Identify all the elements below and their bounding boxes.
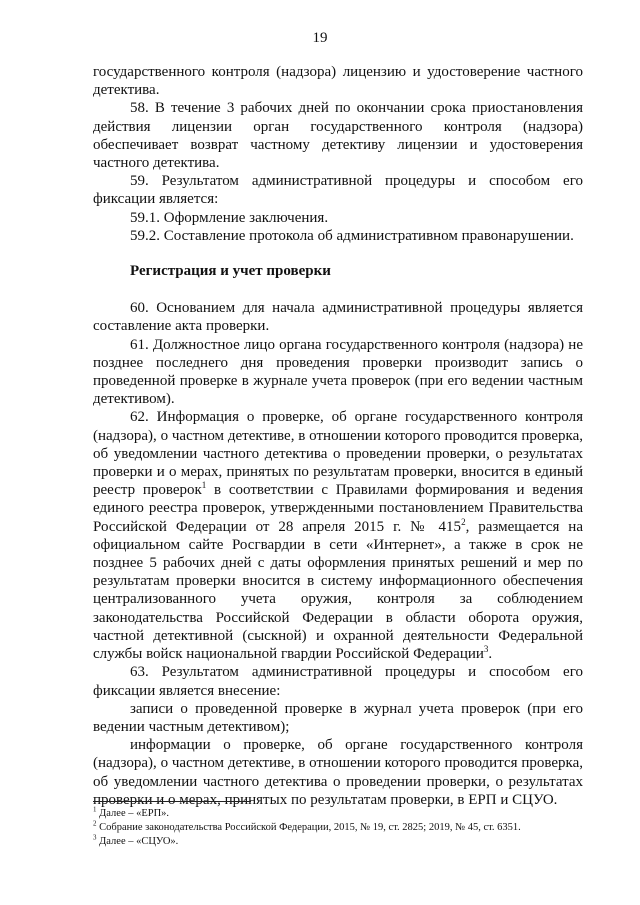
- footnote-ref-3: 3: [483, 644, 489, 655]
- footnote-mark: 3: [93, 833, 97, 842]
- footnote-ref-1: 1: [201, 480, 207, 491]
- footnote-text: Далее – «ЕРП».: [96, 808, 170, 819]
- paragraph-59-1: 59.1. Оформление заключения.: [130, 209, 329, 226]
- paragraph-59-2: 59.2. Составление протокола об административном правонарушении.: [130, 227, 574, 244]
- paragraph-62-part-b: в соответствии с Правилами формирования и ведения единого реестра проверок, утвержденными постановлением Правительства Российской Федерации от 28 апреля 2015 г. № 415: [93, 482, 583, 535]
- paragraph-62-part-c: , размещается на официальном сайте Росгвардии в сети «Интернет», а также в срок не позднее 5 рабочих дней с даты оформления принятых решений и мер по результатам проверки вносится в систему информационного обеспечения централизованного учета оружия, контроля за соблюдением законодательства Российской Федерации в области оборота оружия, частной детективной (сыскной) и охранной деятельности Федеральной службы войск национальной гвардии Российской Федерации: [93, 518, 583, 663]
- paragraph-60: 60. Основанием для начала административной процедуры является составление акта проверки.: [93, 300, 583, 335]
- paragraph-62-part-a: 62. Информация о проверке, об органе государственного контроля (надзора), о частном детективе, в отношении которого проводится проверка, об уведомлении частного детектива о проведении проверки, о результатах проверки и о мерах, принятых по результатам проверки, вносится в единый реестр проверок: [93, 409, 583, 499]
- footnote-1: [93, 807, 593, 821]
- footnote-text: Далее – «СЦУО».: [96, 836, 179, 847]
- paragraph-62: [93, 408, 583, 663]
- footnotes: [93, 807, 593, 849]
- paragraph-58: 58. В течение 3 рабочих дней по окончании срока приостановления действия лицензии орган государственного контроля (надзора) обеспечивает возврат частному детективу лицензии и удостоверения частного детектива.: [93, 100, 583, 172]
- paragraph-63-item-b: информации о проверке, об органе государственного контроля (надзора), о частном детективе, в отношении которого проводится проверка, об уведомлении частного детектива о проведении проверки, о результатах проверки и о мерах, принятых по результатам проверки, в ЕРП и СЦУО.: [93, 737, 583, 808]
- body-text: [93, 63, 583, 809]
- paragraph-63: 63. Результатом административной процедуры и способом его фиксации является внесение:: [93, 664, 583, 699]
- footnote-ref-2: 2: [461, 516, 466, 527]
- footnote-mark: 1: [93, 805, 97, 814]
- footnote-3: [93, 835, 593, 849]
- paragraph-63-item-a: записи о проведенной проверке в журнал учета проверок (при его ведении частным детективом);: [93, 700, 583, 735]
- section-heading: Регистрация и учет проверки: [130, 263, 331, 280]
- paragraph-61: 61. Должностное лицо органа государственного контроля (надзора) не позднее последнего дня проведения проверки производит запись о проведенной проверке в журнале учета проверок (при его ведении частным детективом).: [93, 336, 583, 408]
- footnote-divider: [93, 801, 251, 802]
- footnote-mark: 2: [93, 819, 97, 828]
- paragraph-59: 59. Результатом административной процедуры и способом его фиксации является:: [93, 173, 583, 208]
- paragraph-continuation: государственного контроля (надзора) лицензию и удостоверение частного детектива.: [93, 64, 583, 99]
- paragraph-62-part-d: .: [488, 646, 493, 663]
- page-number: 19: [312, 30, 328, 46]
- footnote-2: [93, 821, 593, 835]
- footnote-text: Собрание законодательства Российской Федерации, 2015, № 19, ст. 2825; 2019, № 45, ст. 6351.: [96, 822, 521, 833]
